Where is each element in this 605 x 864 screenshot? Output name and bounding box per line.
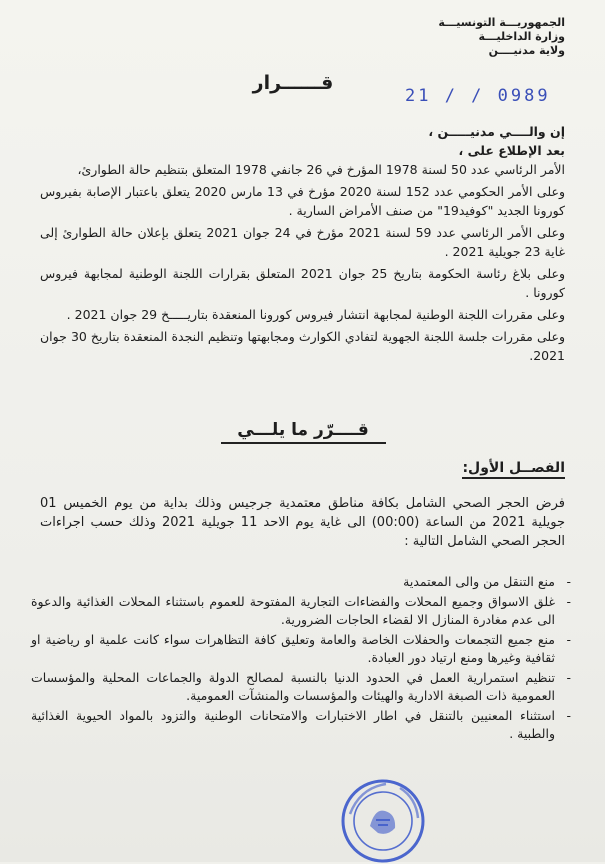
bullet-dash: - <box>566 632 571 647</box>
decides-heading <box>218 420 388 444</box>
list-item <box>31 669 571 705</box>
official-seal-icon <box>340 778 426 864</box>
addressee-line: إن والــــي مدنيـــــن ، <box>428 124 565 139</box>
preamble-item: وعلى مقررات جلسة اللجنة الجهوية لتفادي الكوارث ومجابهتها وتنظيم النجدة المنعقدة بتاريخ 30 جوان 2021. <box>40 329 565 363</box>
measure-text: غلق الاسواق وجميع المحلات والفضاءات التجارية المفتوحة للعموم باستثناء المحلات الغذائية والدعوة الى عدم مغادرة المنازل الا لقضاء الحاجات الضرورية. <box>31 594 555 627</box>
preamble <box>40 160 565 368</box>
measure-text: منع التنقل من والى المعتمدية <box>403 574 555 589</box>
preamble-item: وعلى الأمر الرئاسي عدد 59 لسنة 2021 مؤرخ في 24 جوان 2021 يتعلق بإعلان حالة الطوارئ إلى غاية 23 جويلية 2021 . <box>40 225 565 259</box>
list-item <box>31 573 571 591</box>
bullet-dash: - <box>566 574 571 589</box>
bullet-dash: - <box>566 670 571 685</box>
measure-text: استثناء المعنيين بالتنقل في اطار الاختبارات والامتحانات الوطنية والتزود بالمواد الحيوية الغذائية والطبية . <box>31 708 555 741</box>
decides-underline <box>221 442 386 444</box>
list-item <box>31 707 571 743</box>
after-review-line: بعد الإطلاع على ، <box>458 143 565 158</box>
bullet-dash: - <box>566 708 571 723</box>
letterhead-governorate: ولاية مدنيــــن <box>488 44 565 57</box>
letterhead-republic: الجمهوريـــة التونسيـــة <box>438 16 565 29</box>
preamble-item: وعلى الأمر الحكومي عدد 152 لسنة 2020 مؤرخ في 13 مارس 2020 يتعلق باعتبار الإصابة بفيروس كورونا الجديد "كوفيد19" من صنف الأمراض السارية . <box>40 184 565 218</box>
list-item <box>31 593 571 629</box>
decides-heading-text: قــــرّر ما يلـــي <box>237 420 369 440</box>
preamble-item: وعلى بلاغ رئاسة الحكومة بتاريخ 25 جوان 2021 المتعلق بقرارات اللجنة الوطنية لمجابهة فيروس كورونا . <box>40 266 565 300</box>
bullet-dash: - <box>566 594 571 609</box>
chapter-underline <box>462 477 565 479</box>
letterhead-ministry: وزارة الداخليـــة <box>478 30 565 43</box>
list-item <box>31 631 571 667</box>
measures-list <box>31 573 571 745</box>
measure-text: تنظيم استمرارية العمل في الحدود الدنيا بالنسبة لمصالح الدولة والجماعات المحلية والمؤسسات العمومية ذات الصبغة الادارية والهيئات والمؤسسات والمنشآت العمومية. <box>31 670 555 703</box>
preamble-item: الأمر الرئاسي عدد 50 لسنة 1978 المؤرخ في 26 جانفي 1978 المتعلق بتنظيم حالة الطوارئ، <box>77 162 565 177</box>
chapter-heading <box>462 460 565 479</box>
preamble-item: وعلى مقررات اللجنة الوطنية لمجابهة انتشار فيروس كورونا المنعقدة بتاريـــــخ 29 جوان 2021 . <box>66 307 565 322</box>
article-text: فرض الحجر الصحي الشامل بكافة مناطق معتمدية جرجيس وذلك بداية من يوم الخميس 01 جويلية 2021 من الساعة (00:00) الى غاية يوم الاحد 11 جويلية 2021 وذلك حسب اجراءات الحجر الصحي الشامل التالية : <box>40 496 565 549</box>
chapter-heading-text: الفصــل الأول: <box>462 460 565 476</box>
measure-text: منع جميع التجمعات والحفلات الخاصة والعامة وتعليق كافة التظاهرات سواء كانت علمية او رياضية او ثقافية وغيرها ومنع ارتياد دور العبادة. <box>31 632 555 665</box>
letterhead <box>438 16 565 58</box>
registration-number: 21 / / 0989 <box>405 86 551 106</box>
article-body <box>40 494 565 551</box>
document-title: قــــــرار <box>252 72 334 94</box>
